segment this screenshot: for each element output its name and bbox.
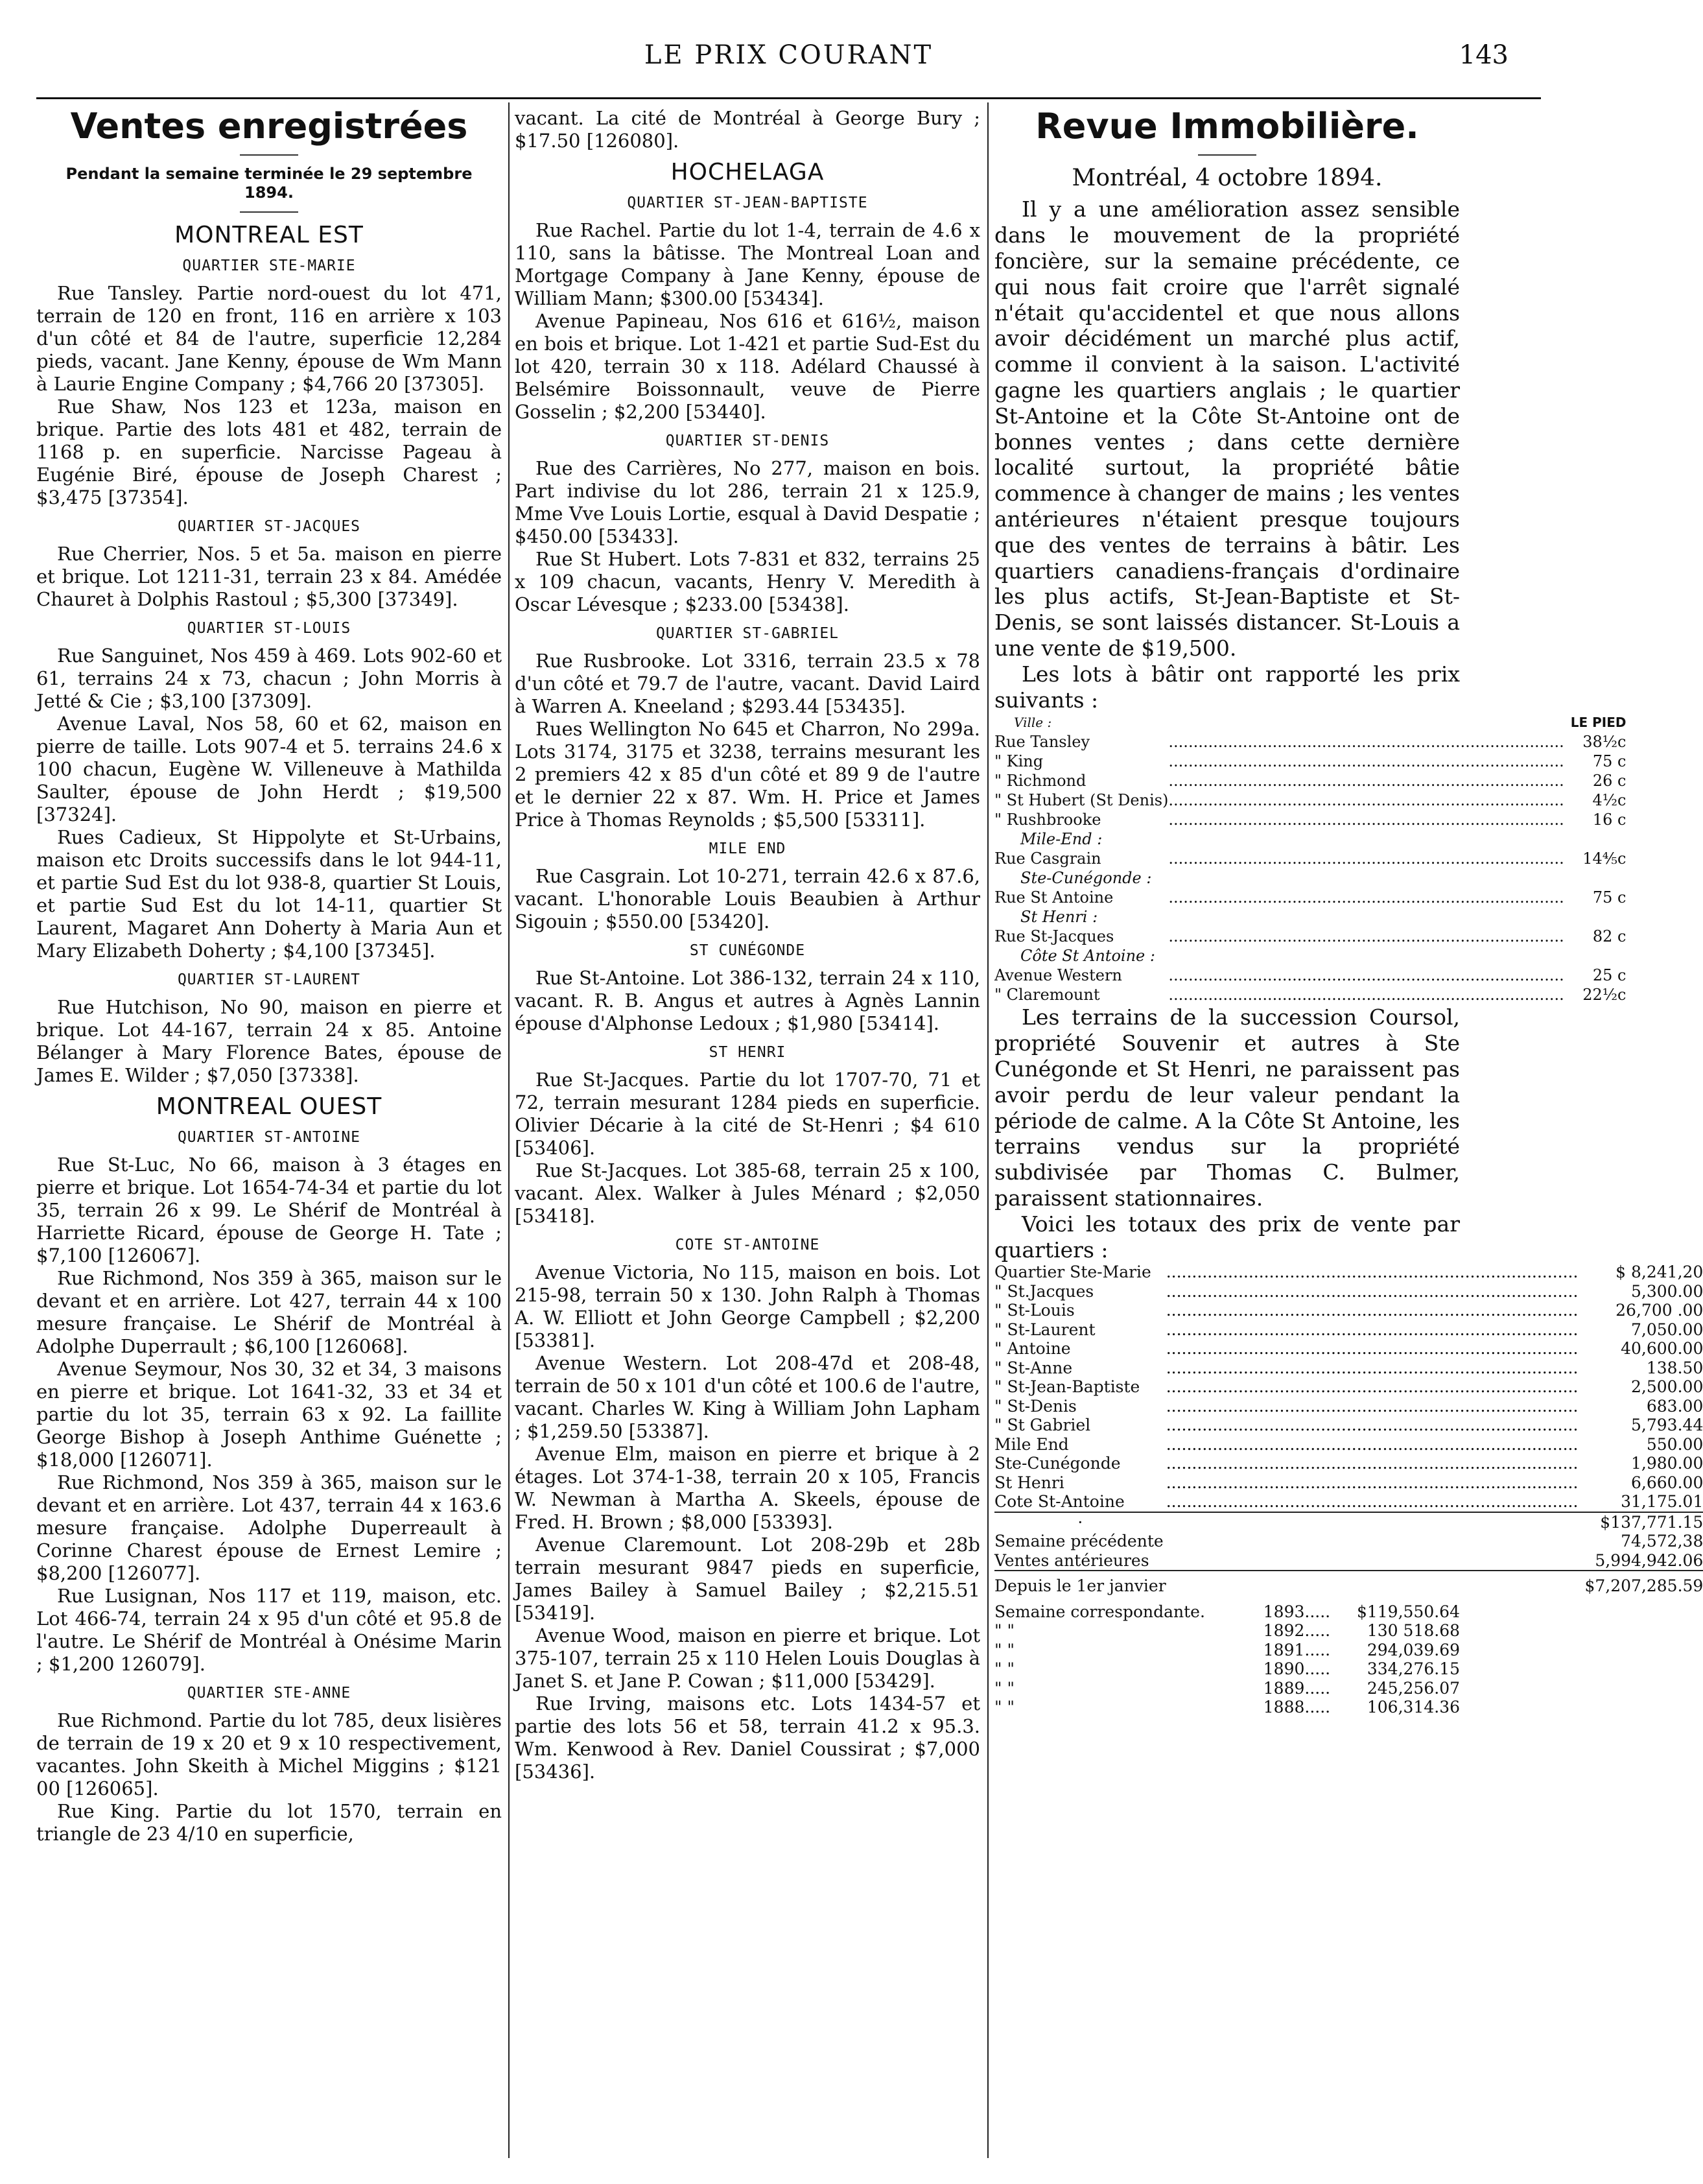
comparison-year: 1893..... [1263,1602,1331,1621]
dot-leader: ................................................................................ [1166,1320,1579,1339]
totals-label: Mile End [994,1434,1069,1454]
sale-entry: Avenue Western. Lot 208-47d et 208-48, terrain de 50 x 101 d'un côté et 100.6 de l'autre, vacant. Charles W. King à William John Lapham ; $1,259.50 [53387]. [515,1352,980,1442]
dot-leader: ................................................................................ [1166,1301,1579,1320]
dot-leader: ................................................................................ [1166,1396,1579,1416]
price-group-label: Ste-Cunégonde : [1020,869,1152,888]
comparison-label: " " [994,1659,1015,1679]
quartier-heading: COTE ST-ANTOINE [675,1237,820,1253]
sale-entry: Rue St-Luc, No 66, maison à 3 étages en pierre et brique. Lot 1654-74-34 et partie du lot 35, terrain 26 x 99. Le Shérif de Montréal à Harriette Ricard, épouse de George H. Tate ; $7,100 [126067]. [36,1153,502,1266]
sale-entry: Rue St-Jacques. Lot 385-68, terrain 25 x 100, vacant. Alex. Walker à Jules Ménard ; $2,050 [53418]. [515,1159,980,1227]
quartier-heading: ST HENRI [709,1044,786,1061]
dot-leader: ................................................................................ [1166,1358,1579,1377]
dot-leader: ................................................................................ [1166,1339,1579,1359]
totals-value: 550.00 [1646,1434,1703,1454]
quartier-heading: MILE END [709,840,786,857]
article-paragraph: Les terrains de la succession Coursol, propriété Souvenir et autres à Ste Cunégonde et St Henri, ne paraissent pas avoir perdu de leur valeur pendant la période de calme. A la Côte St Antoine, les terrains vendus sur la propriété subdivisée par Thomas C. Bulmer, paraissent stationnaires. [994,1004,1460,1211]
sale-entry: Rue St-Antoine. Lot 386-132, terrain 24 x 110, vacant. R. B. Angus et autres à Agnès Lannin épouse d'Alphonse Ledoux ; $1,980 [53414]. [515,967,980,1034]
page-number: 143 [1459,40,1509,70]
price-value: 75 c [1592,888,1627,907]
totals-value: $ 8,241,20 [1615,1263,1703,1282]
dot-leader: ................................................................................ [1168,927,1564,946]
article-paragraph: Il y a une amélioration assez sensible dans le mouvement de la propriété foncière, sur la semaine précédente, ce qui nous fait croire que l'arrêt signalé n'était qu'accidentel et que nous allons avoir décidément un marché plus actif, comme il convient à la saison. L'activité gagne les quartiers anglais ; le quartier St-Antoine et la Côte St-Antoine ont de bonnes ventes ; dans cette dernière localité surtout, la propriété bâtie commence à changer de mains ; les ventes antérieures n'étaient presque toujours que des ventes de terrains à bâtir. Les quartiers canadiens-français d'ordinaire les plus actifs, St-Jean-Baptiste et St-Denis, se sont laissés distancer. St-Louis a une vente de $19,500. [994,196,1460,661]
dot-leader: ................................................................................ [1166,1281,1579,1301]
quartier-heading: QUARTIER ST-GABRIEL [655,625,840,642]
comparison-row [994,1698,1460,1717]
dot-leader: ................................................................................ [1166,1377,1579,1397]
comparison-label: Semaine correspondante. [994,1602,1205,1621]
quartier-heading: QUARTIER ST-JACQUES [177,517,361,535]
totals-value: 40,600.00 [1621,1339,1703,1359]
price-row [994,849,1626,868]
comparison-row [994,1659,1460,1679]
sale-entry: Avenue Papineau, Nos 616 et 616½, maison en bois et brique. Lot 1-421 et partie Sud-Est du lot 420, terrain 30 x 118. Adélard Chaussé à Belsémire Boissonnault, veuve de Pierre Gosselin ; $2,200 [53440]. [515,310,980,423]
sales-list [36,222,502,1846]
summary-label: Ventes antérieures [994,1550,1149,1570]
sale-entry: Rue St-Jacques. Partie du lot 1707-70, 71 et 72, terrain mesurant 1284 pieds en superficie. Olivier Décarie à la cité de St-Henri ; $4 610 [53406]. [515,1069,980,1159]
comparison-year: 1892..... [1263,1621,1331,1641]
totals-label: St Henri [994,1473,1064,1492]
title-rule [240,154,298,156]
price-row [994,790,1626,810]
column-ventes-suite [515,107,980,1783]
dot-leader: ................................................................................ [1168,849,1564,868]
price-street: Avenue Western [994,966,1122,985]
sale-entry: Avenue Victoria, No 115, maison en bois. Lot 215-98, terrain 50 x 130. John Ralph à Thomas A. W. Elliott et John George Campbell ; $2,200 [53381]. [515,1261,980,1351]
column-ventes-enregistrees [36,107,502,1846]
title-rule [1198,154,1256,156]
totals-row [994,1473,1703,1493]
sale-entry: Rues Cadieux, St Hippolyte et St-Urbains, maison etc Droits successifs dans le lot 944-11, et partie Sud Est du lot 938-8, quartier St Louis, et partie Sud Est du lot 14-11, quartier St Laurent, Magaret Ann Doherty à Maria Aun et Mary Elizabeth Doherty ; $4,100 [37345]. [36,825,502,962]
comparison-row [994,1602,1460,1622]
sale-entry: Rue Richmond, Nos 359 à 365, maison sur le devant et en arrière. Lot 437, terrain 44 x 163.6 mesure française. Adolphe Duperreault à Corinne Charest épouse de Ernest Lemire ; $8,200 [126077]. [36,1471,502,1584]
sale-entry: Avenue Wood, maison en pierre et brique. Lot 375-107, terrain 25 x 110 Helen Louis Douglas à Janet S. et Jane P. Cowan ; $11,000 [53429]. [515,1624,980,1692]
sale-entry: Rue des Carrières, No 277, maison en bois. Part indivise du lot 286, terrain 21 x 125.9, Mme Vve Louis Lortie, esqual à David Despatie ; $450.00 [53433]. [515,457,980,547]
dot-leader: ................................................................................ [1168,888,1564,907]
totals-label: " St Gabriel [994,1416,1091,1435]
sale-entry: Rue Tansley. Partie nord-ouest du lot 471, terrain de 120 en front, 116 en arrière x 103 d'un côté et 84 de l'autre, superficie 12,284 pieds, vacant. Jane Kenny, épouse de Wm Mann à Laurie Engine Company ; $4,766 20 [37305]. [36,281,502,395]
price-group-row [994,907,1626,927]
dot-leader: ................................................................................ [1168,791,1564,810]
sale-entry: Rue Hutchison, No 90, maison en pierre et brique. Lot 44-167, terrain 24 x 85. Antoine Bélanger à Mary Florence Bates, épouse de James E. Wilder ; $7,050 [37338]. [36,995,502,1086]
totals-row [994,1416,1703,1435]
quartier-heading: QUARTIER STE-MARIE [182,257,356,274]
quartier-heading: QUARTIER STE-ANNE [187,1684,351,1702]
totals-row [994,1397,1703,1416]
totals-label: Cote St-Antoine [994,1492,1125,1512]
comparison-year: 1890..... [1263,1659,1331,1679]
comparison-year: 1888..... [1263,1698,1331,1717]
dot-leader: ................................................................................ [1166,1263,1579,1282]
price-value: 82 c [1592,927,1627,946]
totals-row [994,1339,1703,1359]
sale-entry: Rue Richmond. Partie du lot 785, deux lisières de terrain de 19 x 20 et 9 x 10 respectivement, vacantes. John Skeith à Michel Miggins ; $121 00 [126065]. [36,1709,502,1799]
comparison-label: " " [994,1698,1015,1717]
header-rule [36,97,1541,99]
summary-value: 74,572,38 [1621,1532,1703,1551]
quartier-heading: QUARTIER ST-JEAN-BAPTISTE [627,195,868,211]
dot-leader: ................................................................................ [1166,1492,1579,1512]
totals-value: 7,050.00 [1631,1320,1703,1339]
price-row [994,732,1626,752]
dateline: Montréal, 4 octobre 1894. [1072,165,1383,192]
totals-label: " St.Jacques [994,1281,1094,1301]
price-group-label: Mile-End : [1020,830,1103,849]
grand-total-row: · $137,771.15 [994,1512,1703,1532]
section-title: Revue Immobilière. [1035,106,1419,147]
sale-entry: Rue Shaw, Nos 123 et 123a, maison en brique. Partie des lots 481 et 482, terrain de 1168 p. en superficie. Narcisse Pageau à Eugénie Biré, épouse de Joseph Charest ; $3,475 [37354]. [36,395,502,508]
section-subtitle: Pendant la semaine terminée le 29 septembre 1894. [65,165,473,202]
column-revue-immobiliere [994,106,1703,1717]
dot-leader: ................................................................................ [1168,811,1564,829]
subtitle-rule [240,211,298,213]
totals-value: 1,980.00 [1631,1454,1703,1473]
sale-entry: Rue King. Partie du lot 1570, terrain en triangle de 23 4/10 en superficie, [36,1799,502,1845]
area-heading: MONTREAL OUEST [156,1093,382,1120]
totals-label: " St-Jean-Baptiste [994,1377,1140,1397]
comparison-label: " " [994,1640,1015,1659]
summary-value: $7,207,285.59 [1584,1576,1703,1596]
totals-row [994,1359,1703,1378]
price-row [994,752,1626,771]
totals-row [994,1282,1703,1301]
comparison-row [994,1679,1460,1698]
summary-row [994,1551,1703,1571]
price-street: Rue Casgrain [994,849,1101,868]
sale-entry: Rue Rusbrooke. Lot 3316, terrain 23.5 x 78 d'un côté et 79.7 de l'autre, vacant. David Laird à Warren A. Kneeland ; $293.44 [53435]. [515,650,980,717]
price-street: Rue Tansley [994,733,1090,752]
totals-row [994,1377,1703,1397]
comparison-value: 334,276.15 [1367,1659,1460,1679]
totals-row [994,1435,1703,1454]
price-row [994,966,1626,985]
area-heading: MONTREAL EST [174,221,364,248]
comparison-value: $119,550.64 [1356,1602,1460,1621]
sale-entry: Rue Sanguinet, Nos 459 à 469. Lots 902-60 et 61, terrains 24 x 73, chacun ; John Morris à Jetté & Cie ; $3,100 [37309]. [36,644,502,712]
price-row [994,810,1626,829]
sale-entry: Rue Rachel. Partie du lot 1-4, terrain de 4.6 x 110, sans la bâtisse. The Montreal Loan and Mortgage Company à Jane Kenny, épouse de William Mann; $300.00 [53434]. [515,219,980,309]
totals-row [994,1320,1703,1340]
price-table-head-right: LE PIED [1570,715,1627,731]
dot-leader: ................................................................................ [1168,772,1564,790]
comparison-year: 1889..... [1263,1678,1331,1698]
totals-label: " St-Laurent [994,1320,1096,1339]
dot-leader: ................................................................................ [1166,1434,1579,1454]
sale-entry: Avenue Seymour, Nos 30, 32 et 34, 3 maisons en pierre et brique. Lot 1641-32, 33 et 34 et partie du lot 35, terrain 63 x 92. La faillite George Bishop à Joseph Anthime Guénette ; $18,000 [126071]. [36,1357,502,1471]
totals-row [994,1301,1703,1320]
sale-entry: Rue Lusignan, Nos 117 et 119, maison, etc. Lot 466-74, terrain 24 x 95 d'un côté et 95.8 de l'autre. Le Shérif de Montréal à Onésime Marin ; $1,200 126079]. [36,1584,502,1675]
price-value: 75 c [1592,752,1627,771]
price-value: 38½c [1582,733,1627,752]
totals-row [994,1454,1703,1473]
totals-value: 5,300.00 [1631,1281,1703,1301]
comparison-value: 294,039.69 [1367,1640,1460,1659]
price-group-row [994,868,1626,888]
comparison-value: 130 518.68 [1367,1621,1460,1641]
price-value: 14⅘c [1582,849,1627,868]
price-value: 25 c [1592,966,1627,985]
totals-value: 138.50 [1646,1358,1703,1377]
sale-entry: Rue Irving, maisons etc. Lots 1434-57 et partie des lots 56 et 58, terrain 41.2 x 95.3. Wm. Kenwood à Rev. Daniel Coussirat ; $7,000 [53436]. [515,1692,980,1783]
section-title: Ventes enregistrées [70,106,468,147]
dot-leader: ................................................................................ [1166,1416,1579,1435]
price-table-head-left: Ville : [1014,715,1052,731]
totals-table [994,1263,1703,1596]
article-paragraph: Voici les totaux des prix de vente par quartiers : [994,1211,1460,1263]
price-group-row [994,829,1626,849]
summary-label: Depuis le 1er janvier [994,1576,1166,1596]
area-heading: HOCHELAGA [670,159,825,185]
price-value: 22½c [1582,986,1627,1004]
summary-value: 5,994,942.06 [1595,1550,1703,1570]
sales-list [515,107,980,1783]
price-row [994,888,1626,907]
totals-value: 26,700 .00 [1615,1301,1703,1320]
comparison-value: 106,314.36 [1367,1698,1460,1717]
price-street: " Richmond [994,772,1086,790]
sale-entry: Avenue Claremount. Lot 208-29b et 28b terrain mesurant 9847 pieds en superficie, James Bailey à Samuel Bailey ; $2,215.51 [53419]. [515,1534,980,1624]
totals-value: 2,500.00 [1631,1377,1703,1397]
price-row [994,985,1626,1004]
comparison-label: " " [994,1621,1015,1641]
comparison-row [994,1641,1460,1660]
quartier-heading: QUARTIER ST-LOUIS [187,619,351,637]
summary-row [994,1571,1703,1596]
totals-label: " Antoine [994,1339,1071,1359]
dot-leader: ................................................................................ [1168,986,1564,1004]
price-group-label: St Henri : [1020,908,1098,927]
totals-value: 5,793.44 [1631,1416,1703,1435]
quartier-heading: QUARTIER ST-LAURENT [177,971,361,988]
price-value: 4½c [1592,791,1627,810]
sale-entry: vacant. La cité de Montréal à George Bury ; $17.50 [126080]. [515,107,980,152]
dot-leader: ................................................................................ [1166,1454,1579,1473]
price-group-row [994,946,1626,966]
price-street: Rue St-Jacques [994,927,1114,946]
quartier-heading: ST CUNÉGONDE [689,942,806,959]
dot-leader: ................................................................................ [1168,966,1564,985]
sale-entry: Avenue Elm, maison en pierre et brique à 2 étages. Lot 374-1-38, terrain 20 x 105, Francis W. Newman à Martha A. Skeels, épouse de Fred. H. Brown ; $8,000 [53393]. [515,1443,980,1533]
price-per-foot-table [994,713,1626,1004]
summary-label: Semaine précédente [994,1532,1164,1551]
sale-entry: Rue Casgrain. Lot 10-271, terrain 42.6 x 87.6, vacant. L'honorable Louis Beaubien à Arthur Sigouin ; $550.00 [53420]. [515,865,980,932]
sale-entry: Avenue Laval, Nos 58, 60 et 62, maison en pierre de taille. Lots 907-4 et 5. terrains 24.6 x 100 chacun, Eugène W. Villeneuve à Mathilda Saulter, épouse de John Herdt ; $19,500 [37324]. [36,712,502,825]
price-street: " St Hubert (St Denis) [994,791,1169,810]
sale-entry: Rue Cherrier, Nos. 5 et 5a. maison en pierre et brique. Lot 1211-31, terrain 23 x 84. Amédée Chauret à Dolphis Rastoul ; $5,300 [37349]. [36,542,502,610]
price-value: 26 c [1592,772,1627,790]
dot-leader: ................................................................................ [1168,752,1564,771]
price-street: " King [994,752,1044,771]
comparison-row [994,1621,1460,1641]
column-divider [987,102,989,2158]
totals-label: Quartier Ste-Marie [994,1263,1151,1282]
comparison-value: 245,256.07 [1367,1678,1460,1698]
price-group-label: Côte St Antoine : [1020,947,1155,966]
totals-label: " St-Anne [994,1358,1073,1377]
running-title: LE PRIX COURANT [644,40,934,70]
totals-value: 31,175.01 [1621,1492,1703,1512]
totals-value: 6,660.00 [1631,1473,1703,1492]
summary-row [994,1532,1703,1551]
quartier-heading: QUARTIER ST-ANTOINE [177,1128,361,1146]
sale-entry: Rues Wellington No 645 et Charron, No 299a. Lots 3174, 3175 et 3238, terrains mesurant les 2 premiers 42 x 85 d'un côté et 89 9 de l'autre et le dernier 22 x 87. Wm. H. Price et James Price à Thomas Reynolds ; $5,500 [53311]. [515,718,980,831]
sale-entry: Rue St Hubert. Lots 7-831 et 832, terrains 25 x 109 chacun, vacants, Henry V. Meredith à Oscar Lévesque ; $233.00 [53438]. [515,548,980,615]
price-street: " Rushbrooke [994,811,1101,829]
totals-row [994,1492,1703,1512]
sale-entry: Rue Richmond, Nos 359 à 365, maison sur le devant et en arrière. Lot 427, terrain 44 x 100 mesure française. Le Shérif de Montréal à Adolphe Duperrault ; $6,100 [126068]. [36,1266,502,1357]
totals-value: 683.00 [1646,1396,1703,1416]
totals-label: " St-Denis [994,1396,1077,1416]
dot-leader: ................................................................................ [1166,1473,1579,1492]
totals-label: Ste-Cunégonde [994,1454,1121,1473]
dot-leader: ................................................................................ [1168,733,1564,752]
comparison-year: 1891..... [1263,1640,1331,1659]
price-street: Rue St Antoine [994,888,1114,907]
price-row [994,927,1626,946]
price-row [994,771,1626,790]
comparison-table [994,1602,1460,1717]
totals-row [994,1263,1703,1282]
grand-total: $137,771.15 [1600,1512,1703,1532]
totals-label: " St-Louis [994,1301,1075,1320]
price-street: " Claremount [994,986,1100,1004]
quartier-heading: QUARTIER ST-DENIS [665,433,830,449]
comparison-label: " " [994,1678,1015,1698]
article-paragraph: Les lots à bâtir ont rapporté les prix suivants : [994,661,1460,713]
price-value: 16 c [1592,811,1627,829]
column-divider [508,102,510,2158]
